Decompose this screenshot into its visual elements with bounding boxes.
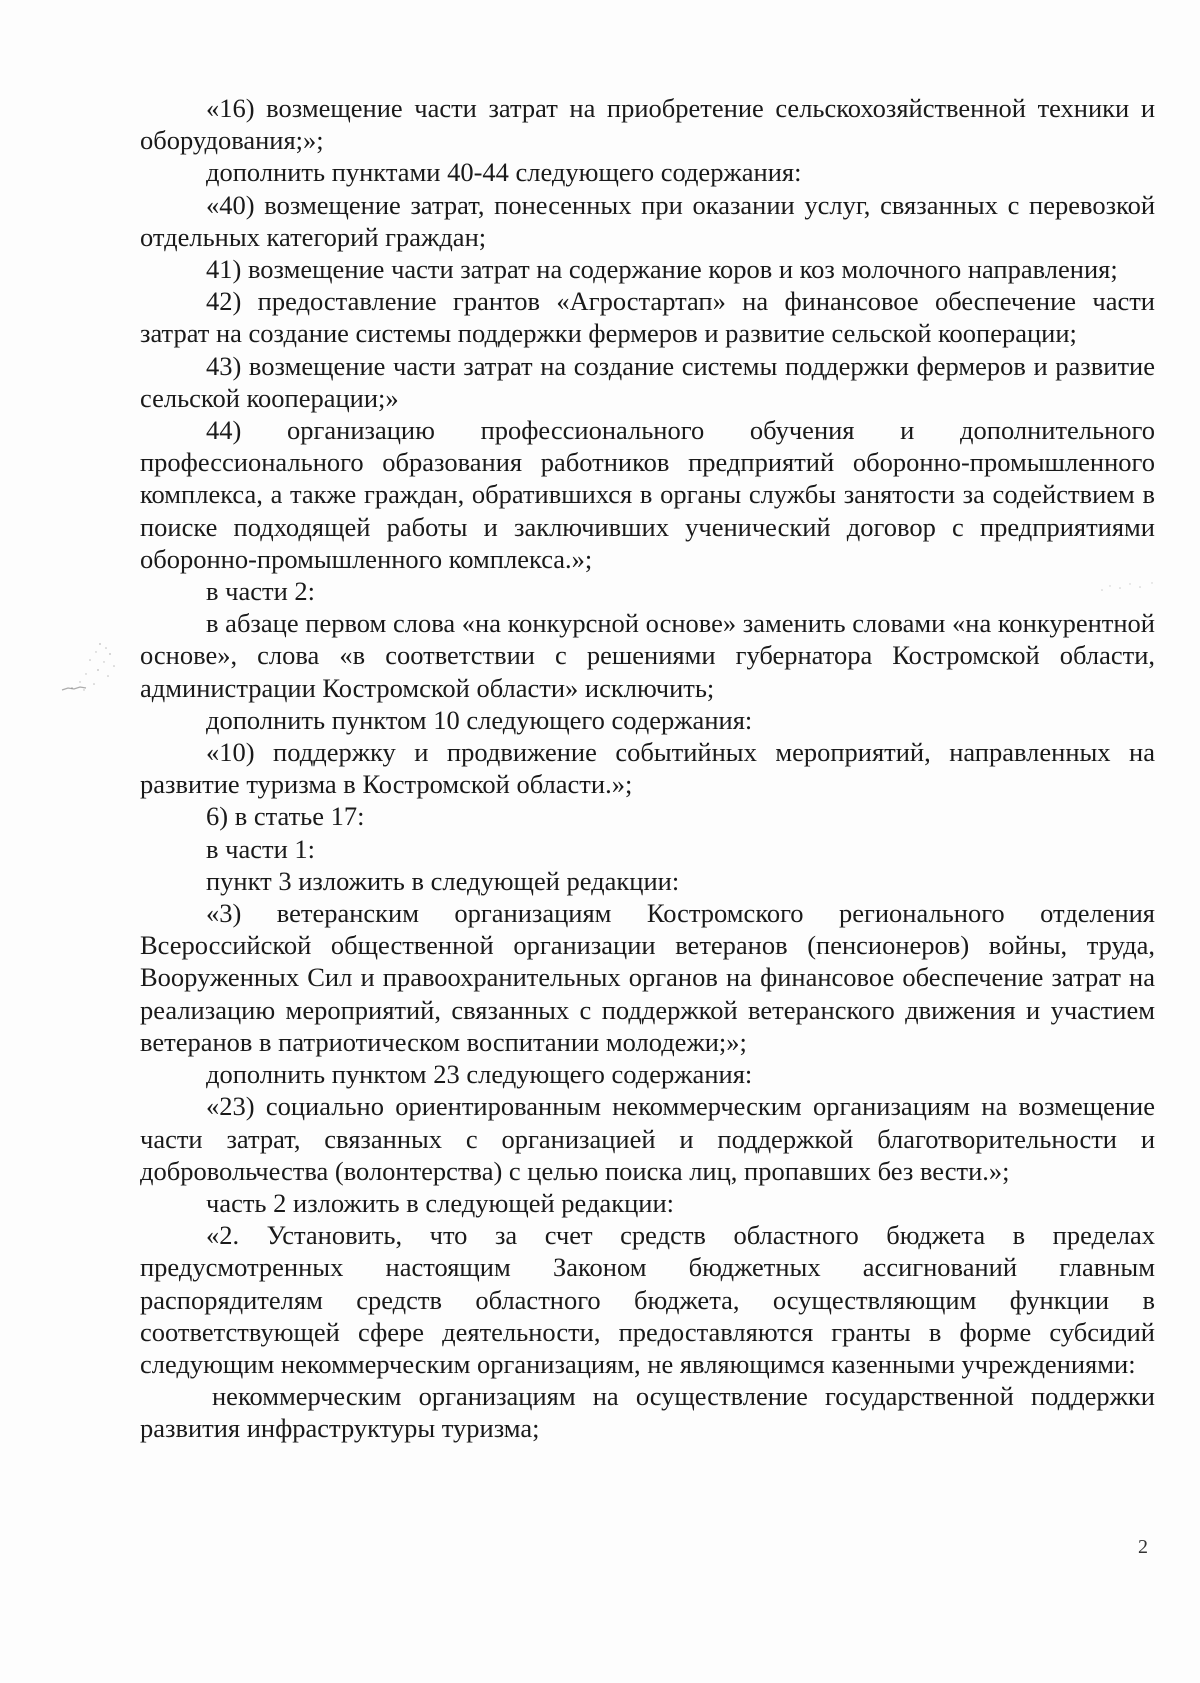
paragraph-tourism-support: некоммерческим организациям на осуществление государственной поддержки развития инфраструктуры туризма; [140,1381,1155,1444]
paragraph-part-2-text: «2. Установить, что за счет средств областного бюджета в пределах предусмотренных настоящим Законом бюджетных ассигнований главным распорядителям средств областного бюджета, осуществляющим функции в соответствующей сфере деятельности, предоставляются гранты в форме субсидий следующим некоммерческим организациям, не являющимся казенными учреждениями: [140,1220,1155,1379]
paragraph-part-2: в части 2: [206,576,315,607]
paragraph-item-44: 44) организацию профессионального обучения и дополнительного профессионального образования работников предприятий оборонно-промышленного комплекса, а также граждан, обратившихся в органы службы занятости за содействием в поиске подходящей работы и заключивших ученический договор с предприятиями оборонно-промышленного комплекса.»; [140,415,1155,574]
paragraph-add-item-10: дополнить пунктом 10 следующего содержания: [206,704,753,735]
paragraph-item-42: 42) предоставление грантов «Агростартап» на финансовое обеспечение части затрат на создание системы поддержки фермеров и развитие сельской кооперации; [140,286,1155,349]
paragraph-item-10: «10) поддержку и продвижение событийных мероприятий, направленных на развитие туризма в Костромской области.»; [140,737,1155,800]
paragraph-add-item-23: дополнить пунктом 23 следующего содержания: [206,1059,753,1090]
paragraph-first-abzac: в абзаце первом слова «на конкурсной основе» заменить словами «на конкурентной основе», слова «в соответствии с решениями губернатора Костромской области, администрации Костромской области» исключить; [140,608,1155,703]
paragraph-article-17: 6) в статье 17: [206,801,365,832]
paragraph-part-2-redaction: часть 2 изложить в следующей редакции: [206,1187,674,1218]
paragraph-add-items-40-44: дополнить пунктами 40-44 следующего содержания: [206,157,802,188]
paragraph-item-43: 43) возмещение части затрат на создание системы поддержки фермеров и развитие сельской кооперации;» [140,350,1155,413]
paragraph-part-1: в части 1: [206,833,315,864]
paragraph-item-3-redaction: пункт 3 изложить в следующей редакции: [206,865,680,896]
paragraph-item-23: «23) социально ориентированным некоммерческим организациям на возмещение части затрат, связанных с организацией и поддержкой благотворительности и добровольчества (волонтерства) с целью поиска лиц, пропавших без вести.»; [140,1091,1155,1186]
scan-artifact [60,640,120,710]
paragraph-item-41: 41) возмещение части затрат на содержание коров и коз молочного направления; [206,254,1118,285]
paragraph-item-40: «40) возмещение затрат, понесенных при оказании услуг, связанных с перевозкой отдельных категорий граждан; [140,189,1155,252]
document-body [140,92,1155,1445]
paragraph-item-16: «16) возмещение части затрат на приобретение сельскохозяйственной техники и оборудования;»; [140,93,1155,156]
page-number: 2 [1138,1536,1148,1558]
paragraph-item-3: «3) ветеранским организациям Костромского регионального отделения Всероссийской общественной организации ветеранов (пенсионеров) войны, труда, Вооруженных Сил и правоохранительных органов на финансовое обеспечение затрат на реализацию мероприятий, связанных с поддержкой ветеранского движения и участием ветеранов в патриотическом воспитании молодежи;»; [140,898,1155,1057]
